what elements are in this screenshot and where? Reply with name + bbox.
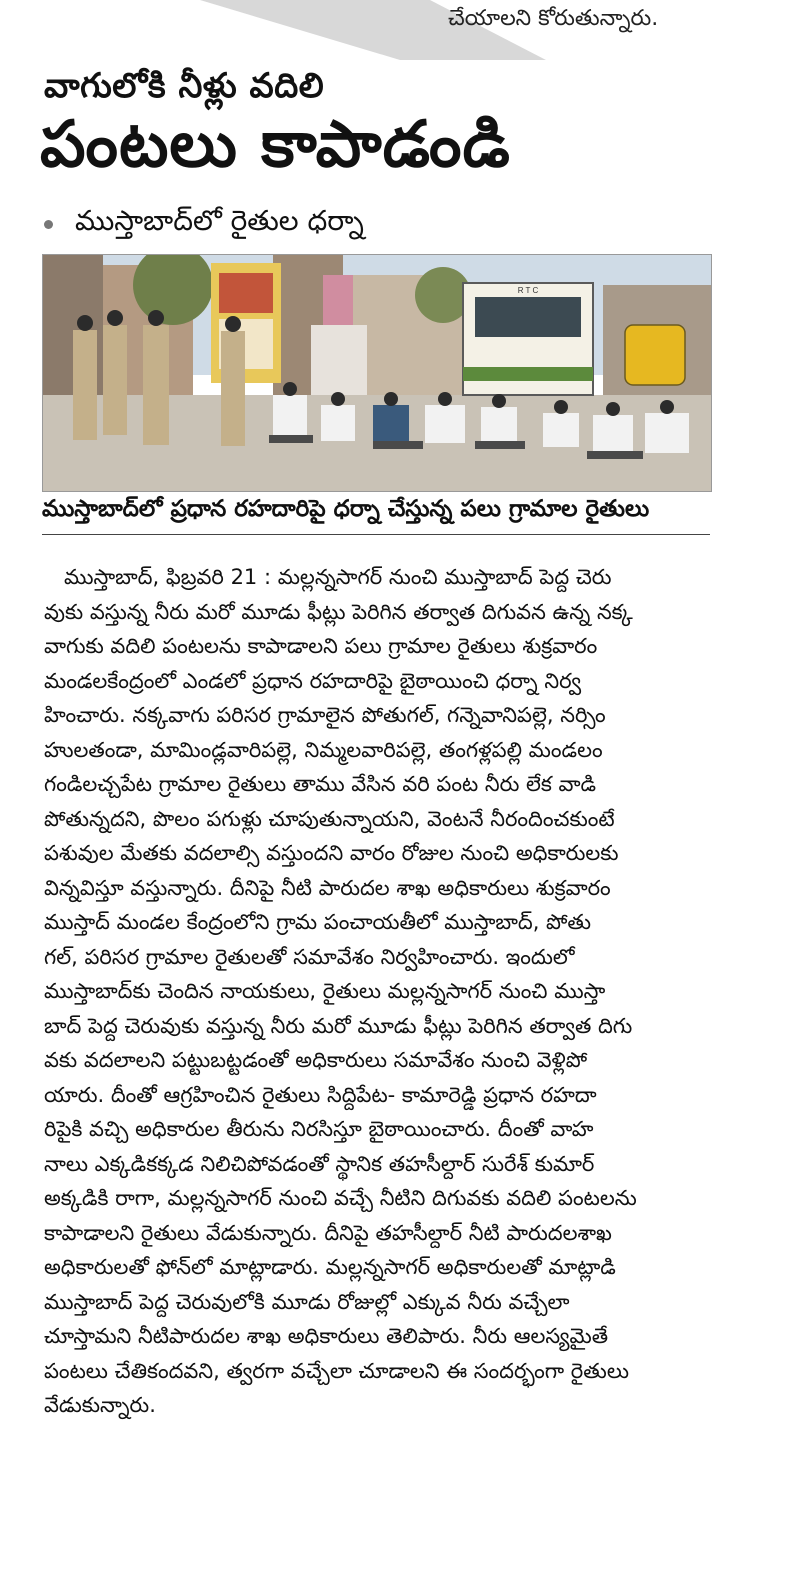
article-body-line: వుకు వస్తున్న నీరు మరో మూడు ఫీట్లు పెరిగిన తర్వాత దిగువన ఉన్న నక్క [44,599,633,624]
article-body-line: వాగుకు వదిలి పంటలను కాపాడాలని పలు గ్రామాల రైతులు శుక్రవారం [44,634,598,658]
article-body-line: పశువుల మేతకు వదలాల్సి వస్తుందని వారం రోజుల నుంచి అధికారులకు [44,841,619,865]
subheadline-text: ముస్తాబాద్‌లో రైతుల ధర్నా [75,204,364,237]
news-photo [42,254,712,492]
previous-story-tail: చేయాలని కోరుతున్నారు. [448,6,659,31]
article-body-line: విన్నవిస్తూ వస్తున్నారు. దీనిపై నీటి పారుదల శాఖ అధికారులు శుక్రవారం [44,875,611,900]
article-body-line: ముస్తాబాద్‌కు చెందిన నాయకులు, రైతులు మల్లన్నసాగర్ నుంచి ముస్తా [44,979,606,1003]
page-corner-decoration [0,0,800,60]
article-body-line: వేడుకున్నారు. [44,1393,156,1417]
photo-caption: ముస్తాబాద్‌లో ప్రధాన రహదారిపై ధర్నా చేస్తున్న పలు గ్రామాల రైతులు [42,496,650,522]
article-body-line: అక్కడికి రాగా, మల్లన్నసాగర్ నుంచి వచ్చే నీటిని దిగువకు వదిలి పంటలను [44,1186,637,1210]
article-body-line: అధికారులతో ఫోన్‌లో మాట్లాడారు. మల్లన్నసాగర్ అధికారులతో మాట్లాడి [44,1255,616,1279]
caption-divider [42,534,710,535]
article-body-line: పంటలు చేతికందవని, త్వరగా వచ్చేలా చూడాలని ఈ సందర్భంగా రైతులు [44,1358,629,1383]
bus-plate-text: R T C [517,286,539,295]
article-body-line: పోతున్నదని, పొలం పగుళ్లు చూపుతున్నాయని, వెంటనే నీరందించకుంటే [44,806,615,831]
article-body-line: ముస్తాబాద్ పెద్ద చెరువులోకి మూడు రోజుల్లో ఎక్కువ నీరు వచ్చేలా [44,1289,570,1314]
protest-photo-illustration [43,255,711,491]
article-body-line: నాలు ఎక్కడికక్కడ నిలిచిపోవడంతో స్థానిక తహసీల్దార్ సురేశ్ కుమార్ [44,1151,595,1176]
article-body-line: యారు. దీంతో ఆగ్రహించిన రైతులు సిద్దిపేట- కామారెడ్డి ప్రధాన రహదా [44,1082,597,1107]
article-body-line: రిపైకి వచ్చి అధికారుల తీరును నిరసిస్తూ బైఠాయించారు. దీంతో వాహ [44,1117,594,1141]
article-body-line: బాద్ పెద్ద చెరువుకు వస్తున్న నీరు మరో మూడు ఫీట్లు పెరిగిన తర్వాత దిగు [44,1013,633,1038]
article-body-line: ముస్తాబాద్, ఫిబ్రవరి 21 : మల్లన్నసాగర్ నుంచి ముస్తాబాద్ పెద్ద చెరు [64,565,612,589]
bullet-icon [44,220,53,229]
article-body-line: చూస్తామని నీటిపారుదల శాఖ అధికారులు తెలిపారు. నీరు ఆలస్యమైతే [44,1324,609,1348]
article-body-line: వకు వదలాలని పట్టుబట్టడంతో అధికారులు సమావేశం నుంచి వెళ్లిపో [44,1048,588,1072]
article-body-line: ముస్తాద్ మండల కేంద్రంలోని గ్రామ పంచాయతీలో ముస్తాబాద్, పోతు [44,910,592,934]
article-body-line: హించారు. నక్కవాగు పరిసర గ్రామాలైన పోతుగల్, గన్నెవానిపల్లె, నర్సిం [44,703,606,727]
article-body-line: కాపాడాలని రైతులు వేడుకున్నారు. దీనిపై తహసీల్దార్ నీటి పారుదలశాఖ [44,1220,612,1245]
kicker-headline: వాగులోకి నీళ్లు వదిలి [44,66,325,106]
article-body-line: గండిలచ్చపేట గ్రామాల రైతులు తాము వేసిన వరి పంట నీరు లేక వాడి [44,772,597,796]
article-body-line: గల్, పరిసర గ్రామాల రైతులతో సమావేశం నిర్వహించారు. ఇందులో [44,944,575,969]
article-body-line: మండలకేంద్రంలో ఎండలో ప్రధాన రహదారిపై బైఠాయించి ధర్నా నిర్వ [44,668,582,693]
main-headline: పంటలు కాపాడండి [40,108,511,182]
subheadline [44,204,364,244]
article-body [44,560,710,1423]
article-body-line: హులతండా, మామిండ్లవారిపల్లె, నిమ్మలవారిపల్లె, తంగళ్లపల్లి మండలం [44,737,603,762]
